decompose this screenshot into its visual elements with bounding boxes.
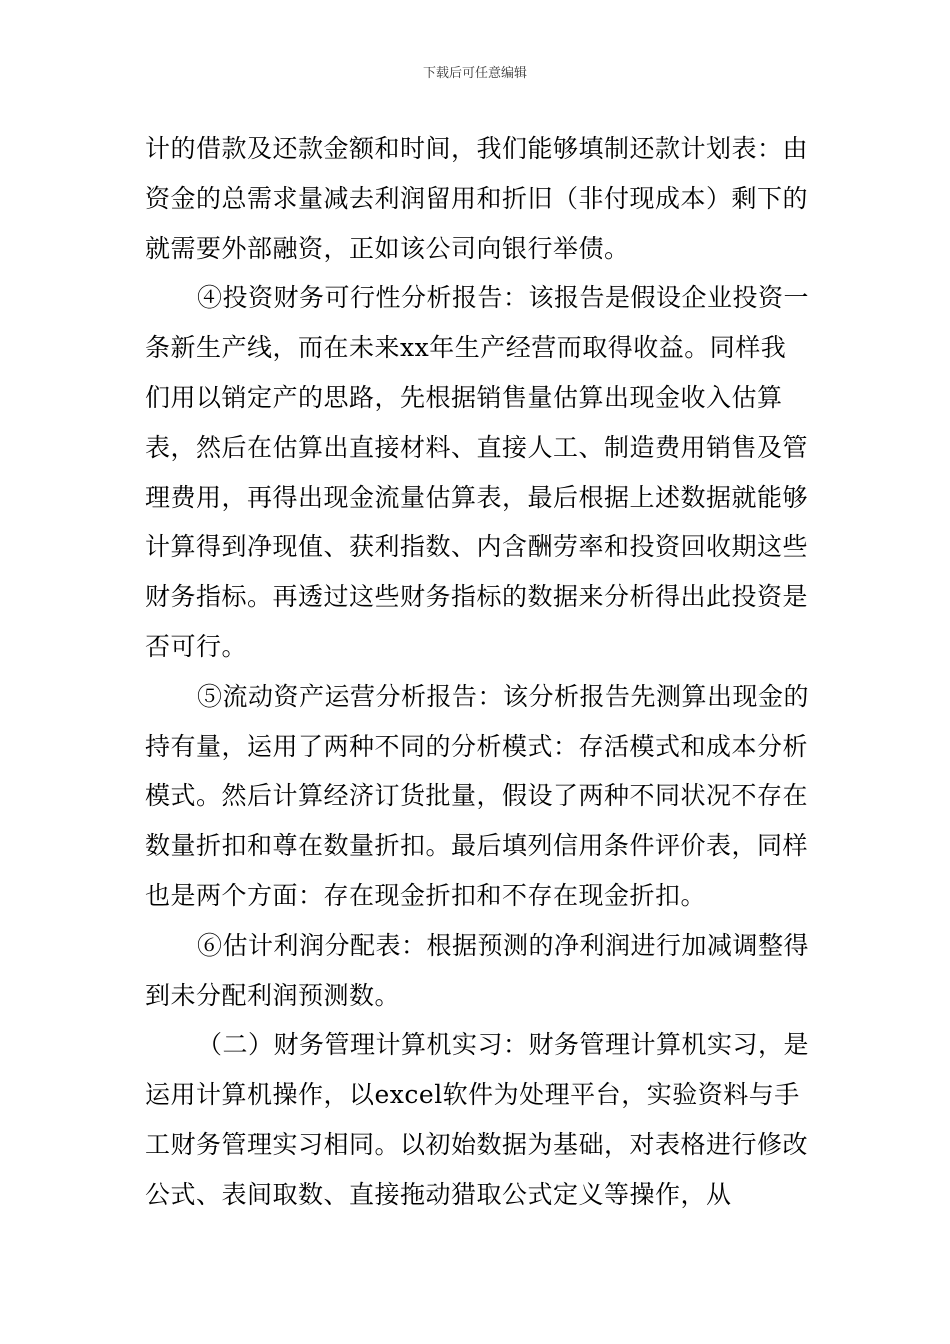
paragraph-investment-feasibility: ④投资财务可行性分析报告：该报告是假设企业投资一条新生产线，而在未来xx年生产经营而取得收益。同样我们用以销定产的思路，先根据销售量估算出现金收入估算表，然后在估算出直接材料、直接人工、制造费用销售及管理费用，再得出现金流量估算表，最后根据上述数据就能够计算得到净现值、获利指数、内含酬劳率和投资回收期这些财务指标。再透过这些财务指标的数据来分析得出此投资是否可行。: [145, 283, 810, 661]
paragraph-computer-practice: （二）财务管理计算机实习：财务管理计算机实习，是运用计算机操作，以excel软件为处理平台，实验资料与手工财务管理实习相同。以初始数据为基础，对表格进行修改公式、表间取数、直接拖动猎取公式定义等操作，从: [145, 1030, 810, 1209]
document-body: [145, 124, 810, 1220]
page-header: 下载后可任意编辑: [422, 66, 527, 81]
paragraph-current-assets: ⑤流动资产运营分析报告：该分析报告先测算出现金的持有量，运用了两种不同的分析模式：存活模式和成本分析模式。然后计算经济订货批量，假设了两种不同状况不存在数量折扣和尊在数量折扣。最后填列信用条件评价表，同样也是两个方面：存在现金折扣和不存在现金折扣。: [145, 681, 810, 910]
paragraph-profit-distribution: ⑥估计利润分配表：根据预测的净利润进行加减调整得到未分配利润预测数。: [145, 930, 810, 1010]
paragraph-continuation: 计的借款及还款金额和时间，我们能够填制还款计划表：由资金的总需求量减去利润留用和折旧（非付现成本）剩下的就需要外部融资，正如该公司向银行举债。: [145, 134, 809, 263]
